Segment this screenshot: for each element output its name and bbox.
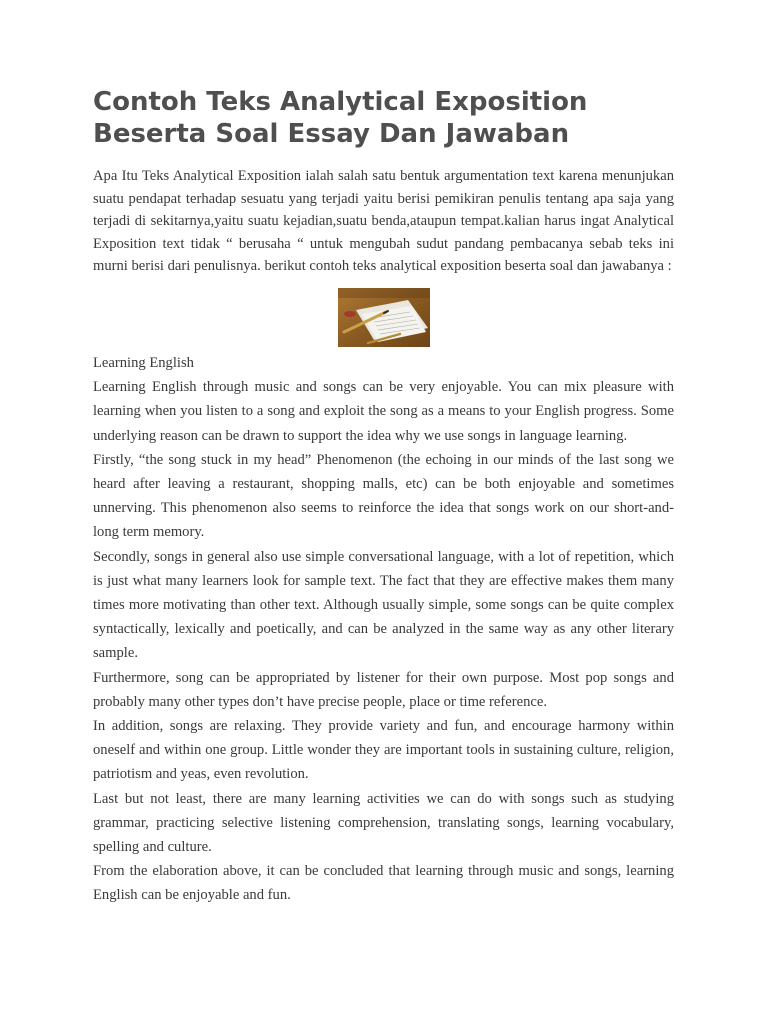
body-paragraph: Firstly, “the song stuck in my head” Phenomenon (the echoing in our minds of the last song we heard after leaving a restaurant, shopping malls, etc) can be both enjoyable and sometimes unnerving. This phenomenon also seems to reinforce the idea that songs work on our short-and-long term memory. — [93, 451, 674, 541]
paper-pencil-illustration — [338, 288, 430, 347]
document-title — [93, 86, 693, 150]
body-paragraph: In addition, songs are relaxing. They provide variety and fun, and encourage harmony within oneself and within one group. Little wonder they are important tools in sustaining culture, religion, patriotism and yeas, even revolution. — [93, 718, 674, 783]
section-heading: Learning English — [93, 355, 194, 371]
body-paragraph: Last but not least, there are many learning activities we can do with songs such as studying grammar, practicing selective listening comprehension, translating songs, learning vocabulary, spelling and culture. — [93, 790, 674, 856]
paper-pencil-photo — [338, 288, 430, 347]
body-paragraph: Secondly, songs in general also use simple conversational language, with a lot of repetition, which is just what many learners look for sample text. The fact that they are effective makes them many times more motivating than other text. Although usually simple, some songs can be quite complex syntactically, lexically and poetically, and can be analyzed in the same way as any other literary sample. — [93, 548, 674, 662]
body-paragraph: Furthermore, song can be appropriated by listener for their own purpose. Most pop songs and probably many other types don’t have precise people, place or time reference. — [93, 669, 674, 710]
body-paragraph: Learning English through music and songs can be very enjoyable. You can mix pleasure with learning when you listen to a song and exploit the song as a means to your English progress. Some underlying reason can be drawn to support the idea why we use songs in language learning. — [93, 379, 674, 444]
body-paragraph: From the elaboration above, it can be concluded that learning through music and songs, learning English can be enjoyable and fun. — [93, 863, 674, 904]
intro-paragraph: Apa Itu Teks Analytical Exposition ialah salah satu bentuk argumentation text karena menunjukan suatu pendapat terhadap sesuatu yang terjadi yaitu berisi pemikiran penulis tentang apa saja yang terjadi di sekitarnya,yaitu suatu kejadian,suatu benda,ataupun tempat.kalian harus ingat Analytical Exposition text tidak “ berusaha “ untuk mengubah sudut pandang pembacanya sebab teks ini murni berisi dari penulisnya. berikut contoh teks analytical exposition beserta soal dan jawabanya : — [93, 168, 674, 274]
title-line-2: Beserta Soal Essay Dan Jawaban — [93, 119, 570, 149]
article-body — [93, 351, 674, 908]
title-line-1: Contoh Teks Analytical Exposition — [93, 87, 588, 117]
